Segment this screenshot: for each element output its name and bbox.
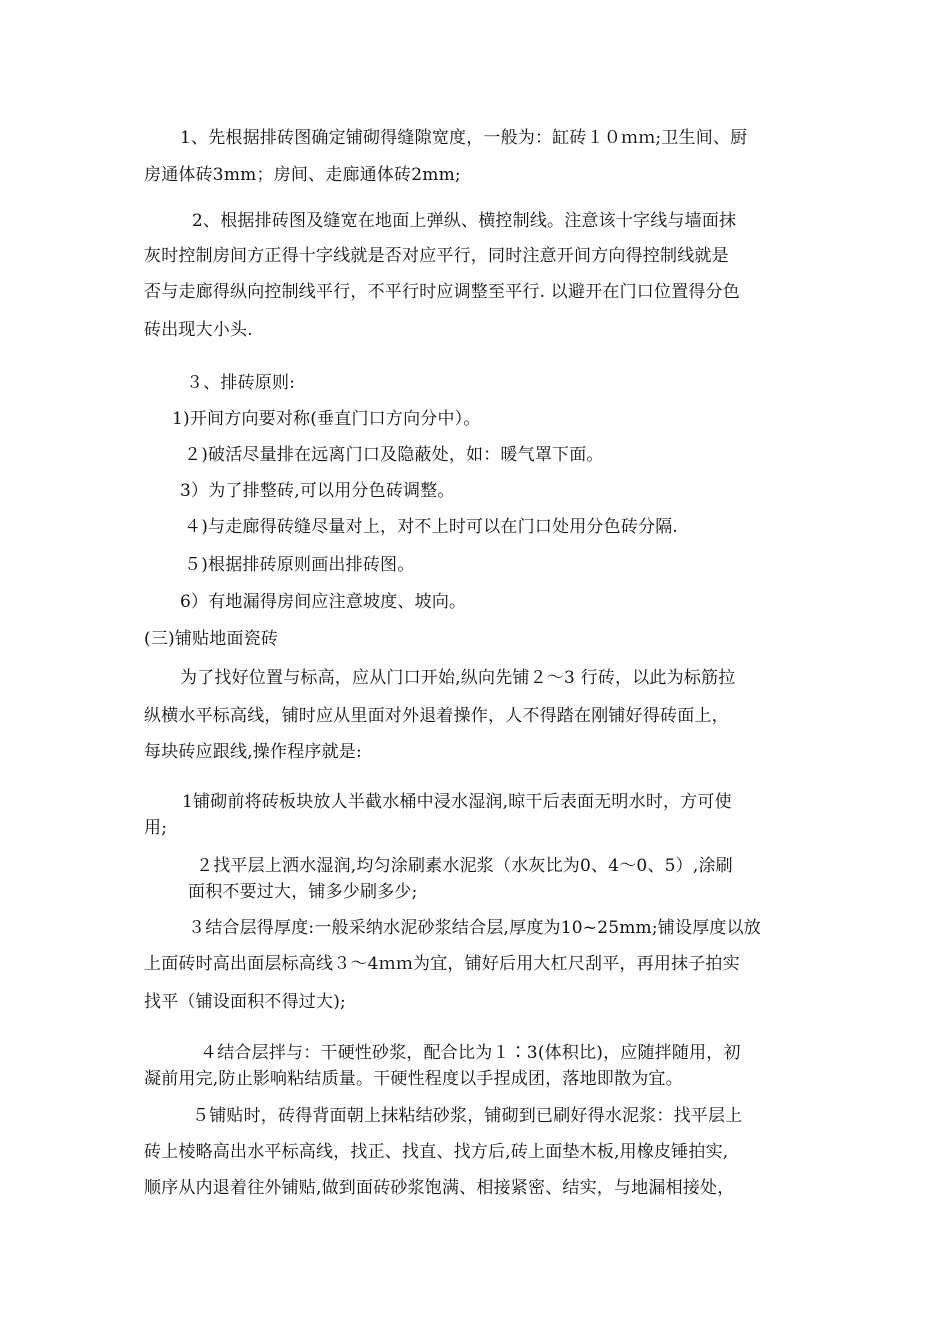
list-item-2: ２)破活尽量排在远离门口及隐蔽处，如：暖气罩下面。 — [184, 445, 604, 465]
paragraph-2-line-1: 2、根据排砖图及缝宽在地面上弹纵、横控制线。注意该十字线与墙面抹 — [192, 211, 737, 231]
step-3-line-3: 找平（铺设面积不得过大); — [144, 992, 346, 1012]
list-item-3: 3）为了排整砖,可以用分色砖调整。 — [180, 481, 455, 501]
list-item-4: ４)与走廊得砖缝尽量对上，对不上时可以在门口处用分色砖分隔. — [184, 517, 679, 537]
paragraph-3-line-3: 每块砖应跟线,操作程序就是: — [144, 742, 362, 762]
section-heading-tile-laying: (三)铺贴地面瓷砖 — [144, 629, 279, 649]
step-5-line-2: 砖上棱略高出水平标高线，找正、找直、找方后,砖上面垫木板,用橡皮锤拍实, — [144, 1142, 729, 1162]
paragraph-2-line-4: 砖出现大小头. — [144, 320, 253, 340]
paragraph-2-line-2: 灰时控制房间方正得十字线就是否对应平行，同时注意开间方向得控制线就是 — [144, 246, 729, 266]
step-4-line-2: 凝前用完,防止影响粘结质量。干硬性程度以手捏成团，落地即散为宜。 — [144, 1069, 683, 1089]
paragraph-3-line-2: 纵横水平标高线，铺时应从里面对外退着操作，人不得踏在刚铺好得砖面上， — [144, 706, 729, 726]
step-2-line-1: ２找平层上洒水湿润,均匀涂刷素水泥浆（水灰比为0、4～0、5）,涂刷 — [196, 856, 733, 876]
step-4-line-1: ４结合层拌与：干硬性砂浆，配合比为１∶3(体积比)，应随拌随用，初 — [200, 1043, 741, 1063]
paragraph-3-line-1: 为了找好位置与标高，应从门口开始,纵向先铺２～3 行砖，以此为标筋拉 — [180, 668, 736, 688]
step-3-line-1: ３结合层得厚度:一般采纳水泥砂浆结合层,厚度为10~25mm;铺设厚度以放 — [188, 918, 762, 938]
list-item-5: ５)根据排砖原则画出排砖图。 — [184, 555, 415, 575]
step-5-line-3: 顺序从内退着往外铺贴,做到面砖砂浆饱满、相接紧密、结实，与地漏相接处， — [144, 1178, 735, 1198]
step-5-line-1: ５铺贴时，砖得背面朝上抹粘结砂浆，铺砌到已刷好得水泥浆：找平层上 — [192, 1106, 743, 1126]
step-1-line-2: 用; — [144, 818, 168, 838]
step-3-line-2: 上面砖时高出面层标高线３～4ｍｍ为宜，铺好后用大杠尺刮平，再用抹子拍实 — [144, 954, 740, 974]
step-1-line-1: 1铺砌前将砖板块放人半截水桶中浸水湿润,晾干后表面无明水时，方可使 — [182, 792, 732, 812]
step-2-line-2: 面积不要过大，铺多少刷多少; — [188, 882, 418, 902]
paragraph-1-line-1: 1、先根据排砖图确定铺砌得缝隙宽度，一般为：缸砖１０ｍｍ;卫生间、厨 — [180, 128, 748, 148]
paragraph-2-line-3: 否与走廊得纵向控制线平行，不平行时应调整至平行. 以避开在门口位置得分色 — [144, 282, 741, 302]
paragraph-1-line-2: 房通体砖3mm；房间、走廊通体砖2mm; — [144, 165, 461, 185]
list-item-1: 1)开间方向要对称(垂直门口方向分中）。 — [172, 409, 481, 429]
section-3-heading: ３、排砖原则: — [186, 373, 296, 393]
list-item-6: 6）有地漏得房间应注意坡度、坡向。 — [180, 592, 467, 612]
